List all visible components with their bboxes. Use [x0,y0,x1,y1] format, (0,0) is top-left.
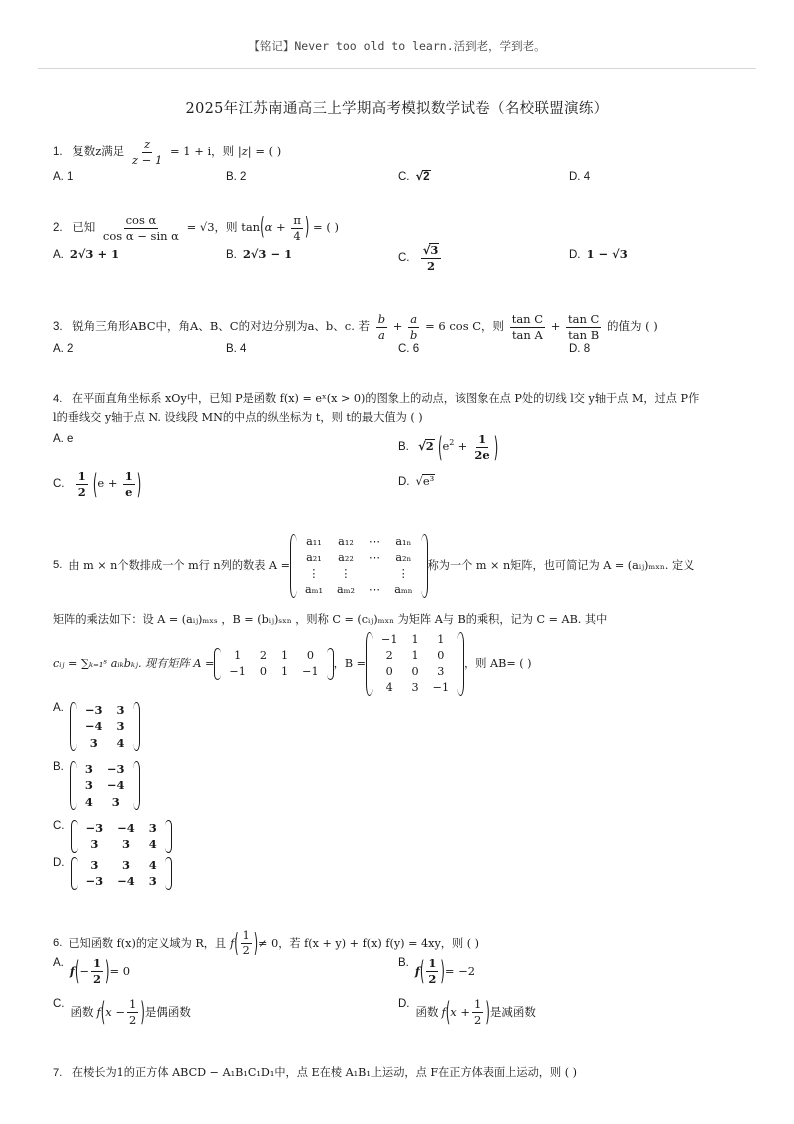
matrix-a [214,648,333,680]
matrix-b-row [374,632,456,648]
option-d [569,247,628,261]
question-number: 5. [53,559,63,572]
matrix-b-cell: 0 [411,665,419,678]
fraction: $\frac{√3}{2}$ [421,243,442,272]
math-operator: + [457,439,468,454]
fraction [91,957,103,985]
matrix-b-cell: 4 [385,681,393,694]
matrix-general-cell: a₁₂ [338,535,354,548]
option-a-matrix-cell: 4 [116,735,125,750]
option-matrix [70,761,140,810]
question-text: 复数z满足 [72,144,125,159]
question-text: 已知函数 f(x)的定义域为 R，且 [68,937,227,951]
numerator: 1 [92,956,101,970]
question-number: 2. [53,222,63,235]
option-c-matrix-cell: 3 [148,821,157,835]
matrix-a-cell: 0 [306,649,314,662]
question-text: 在棱长为1的正方体 ABCD − A₁B₁C₁D₁中，点 E在棱 A₁B₁上运动，点 F在正方体表面上运动，则 ( ) [71,1066,578,1079]
matrix-a-cell: −1 [229,665,246,678]
question-text: ≠ 0，若 f(x + y) + f(x) f(y) = 4xy，则 ( ) [258,937,479,951]
math-expression: x + [450,1005,471,1020]
matrix-general [290,534,428,598]
matrix-general-cell: ⋮ [397,567,409,580]
option-matrix [71,857,172,890]
option-b-matrix-row [78,794,132,810]
denominator: tan A [511,327,543,342]
matrix-b-row [374,680,456,696]
option-text: 是偶函数 [144,1007,191,1020]
question-4 [53,393,699,405]
option-b-matrix-cell: 3 [84,762,93,776]
math-function: f [230,937,235,951]
question-4-line-2: l的垂线交 y轴于点 N. 设线段 MN的中点的纵坐标为 t，则 t的最大值为 ( ) [53,411,423,424]
matrix-b-row [374,648,456,664]
option-a-matrix-cell: −3 [84,703,103,717]
option-letter: B. [226,249,237,261]
question-number: 1. [53,146,63,159]
fraction [472,998,483,1026]
option-d [53,857,172,890]
tan-function: tan [241,220,261,235]
question-number: 7. [53,1067,63,1079]
numerator: tan C [568,312,600,326]
question-1 [53,138,281,166]
fraction [566,313,601,341]
fraction [241,930,252,958]
question-text: = √3，则 [186,220,238,235]
matrix-b-row [374,664,456,680]
option-letter: D. [53,857,65,869]
option-a-matrix-row [78,735,132,751]
numerator: 3 [430,243,439,257]
math-expression: e [442,439,450,454]
fraction [408,313,419,341]
fraction [127,998,138,1026]
denominator: z − 1 [131,152,163,167]
question-text: = 6 cos C，则 [425,319,505,334]
option-a [53,247,119,261]
math-operator: + [550,319,561,334]
denominator: 2 [77,484,86,499]
option-d-matrix-cell: 3 [121,858,130,872]
matrix-general-cell: a₂ₙ [395,551,412,564]
question-text: ，B = [333,657,366,671]
option-letter: D. [569,249,581,261]
option-a: A. 1 [53,171,74,183]
option-c [398,243,443,272]
option-letter: B. [53,761,64,773]
option-b: B. √2 ($e^2$ + $\frac{1}{2e}$ ) [398,430,499,464]
option-a-matrix-cell: −4 [84,719,103,734]
matrix-general-cell: aₘ₂ [336,583,356,596]
option-b-matrix-cell: 3 [111,794,120,809]
question-number: 3. [53,321,63,334]
sqrt-value: 2 [425,439,434,454]
fraction [510,313,545,341]
option-a-matrix-cell: 3 [116,703,125,717]
option-a-matrix-cell: 3 [89,735,98,750]
option-c: C. 函数 f ( x − $\frac{1}{2}$ ) 是偶函数 [53,996,191,1029]
matrix-b-cell: 1 [437,633,445,646]
math-expression: = 0 [109,964,131,979]
matrix-general-cell: a₁ₙ [395,535,412,548]
option-d: D. 4 [569,171,591,183]
numerator: 1 [241,930,252,944]
option-d-matrix-row [79,873,164,889]
option-c-matrix-cell: −4 [117,821,135,835]
option-c-matrix-row [79,820,164,836]
option-text: 是减函数 [489,1007,536,1020]
option-d-matrix-cell: 4 [148,858,157,872]
option-a [53,702,140,751]
option-value: 2√3 + 1 [69,247,120,261]
option-b-matrix-row [78,777,132,793]
denominator: 2 [242,944,250,958]
option-c-matrix-cell: 3 [90,837,99,852]
matrix-general-cell: ⋯ [369,551,381,564]
math-function: f [441,1005,446,1020]
page-header: 【铭记】Never too old to learn.活到老，学到老。 [248,39,546,53]
matrix-b-cell: 2 [385,649,393,662]
matrix-general-cell: ⋮ [340,567,352,580]
option-a: A. 2 [53,343,74,355]
option-d-matrix-cell: 3 [90,858,99,872]
numerator: 1 [428,956,437,970]
option-b-matrix-cell: 3 [84,778,93,793]
question-text: = ( ) [255,144,282,159]
fraction [123,470,135,498]
fraction [76,470,88,498]
question-3 [53,313,658,341]
matrix-general-row [298,566,420,582]
option-b: B. 2 [226,171,247,183]
math-expression: α + [264,220,286,235]
question-text: 已知 [72,220,96,235]
denominator: e [125,484,133,499]
question-text: 在平面直角坐标系 xOy中，已知 P是函数 f(x) = eˣ(x > 0)的图象上的动点，该图象在点 P处的切线 l交 y轴于点 M，过点 P作 [71,392,700,405]
option-a: A. e [53,433,74,445]
math-expression: x − [105,1005,126,1020]
math-function: f [69,964,75,979]
fraction [130,138,164,166]
matrix-general-cell: a₂₁ [306,551,322,564]
denominator: cos α − sin α [102,228,179,243]
question-text: = ( ) [313,220,339,235]
matrix-b-cell: 1 [411,633,419,646]
denominator: 2 [474,1012,482,1027]
matrix-b-cell: 0 [385,665,393,678]
option-a-matrix-row [78,718,132,734]
option-d: D. 函数 f ( x + $\frac{1}{2}$ ) 是减函数 [398,996,536,1029]
matrix-a-row [222,648,325,664]
option-b [226,247,292,261]
option-b-matrix-row [78,761,132,777]
option-letter: C. [398,251,410,264]
matrix-b-cell: −1 [380,633,398,646]
option-c [53,820,172,853]
question-5-line-2: 矩阵的乘法如下：设 A = (aᵢⱼ)ₘₓₛ ，B = (bᵢⱼ)ₛₓₙ ，则称 C = (cᵢⱼ)ₘₓₙ 为矩阵 A与 B的乘积，记为 C = AB. 其中 [53,613,608,626]
option-letter: B. [398,957,409,969]
matrix-general-cell: a₁₁ [306,535,322,548]
sqrt-value: e³ [422,474,435,488]
question-2: 2. 已知 $\frac{\text{cos α}}{\text{cos α − sin α}}$ = √3，则 tan(α + $\frac{\pi}{4}$ ) = ( ) [53,211,339,243]
numerator: tan C [511,312,544,326]
denominator: 2 [92,971,101,986]
question-text: 锐角三角形ABC中，角A、B、C的对边分别为a、b、c. 若 [72,319,371,334]
numerator: cos α [125,213,157,227]
matrix-general-row [298,550,420,566]
fraction [426,957,438,985]
denominator: tan B [568,327,600,342]
option-b-matrix-cell: −3 [106,762,125,776]
question-text: 的值为 ( ) [607,319,658,334]
matrix-b-cell: 1 [411,649,419,662]
question-number: 4. [53,393,63,405]
question-6: 6. 已知函数 f(x)的定义域为 R，且 f ( $\frac{1}{2}$ ) ≠ 0，若 f(x + y) + f(x) f(y) = 4xy，则 ( ) [53,928,479,959]
option-letter: C. [53,998,65,1010]
option-b: B. 4 [226,343,247,355]
option-a: A. f ( − $\frac{1}{2}$ ) = 0 [53,955,131,988]
option-d-matrix-cell: −3 [85,874,104,889]
question-5-line-3 [53,632,532,696]
matrix-general-row [298,582,420,598]
denominator: b [410,327,418,342]
option-letter: A. [53,957,64,969]
matrix-b-cell: 0 [437,649,445,662]
option-b-matrix-cell: −4 [106,778,125,793]
matrix-a-cell: −1 [302,665,319,678]
matrix-b-cell: 3 [437,665,445,678]
denominator: 2e [474,447,490,462]
option-matrix [71,820,172,853]
option-c-matrix-cell: 4 [148,837,157,852]
math-function: f [96,1005,101,1020]
option-c-matrix-cell: 3 [121,837,130,852]
matrix-a-cell: 1 [234,649,242,662]
option-letter: A. [53,702,64,714]
matrix-b-cell: 3 [411,681,419,694]
numerator: 1 [474,997,482,1011]
numerator: π [293,213,301,227]
matrix-a-row [222,664,325,680]
question-7 [53,1067,577,1079]
option-letter: A. [53,249,64,261]
option-value: 1 − √3 [586,247,628,261]
math-operator: − [79,964,89,979]
denominator: 2 [129,1012,137,1027]
option-value: 2 [423,171,430,183]
fraction [472,433,491,461]
fraction [376,313,387,341]
question-text: ，则 AB= ( ) [464,657,532,671]
denominator: a [377,327,385,342]
option-c: C. 6 [398,343,420,355]
numerator: 1 [478,432,487,446]
option-letter: C. [53,478,65,491]
question-number: 6. [53,937,63,950]
header-divider [38,68,756,69]
matrix-general-cell: aₘₙ [394,583,413,596]
matrix-a-cell: 1 [281,665,289,678]
option-b [53,761,140,810]
matrix-b [366,632,464,696]
option-value: 2√3 − 1 [242,247,293,261]
option-c: C. √2 [398,169,430,183]
question-text: cᵢⱼ = ∑ₖ₌₁ˢ aᵢₖbₖⱼ. 现有矩阵 A = [53,657,215,671]
matrix-a-cell: 1 [281,649,289,662]
question-text: = 1 + i，则 [169,144,235,159]
option-matrix [70,702,140,751]
option-c-matrix-row [79,836,164,852]
option-a-matrix-row [78,702,132,718]
option-d: D. 8 [569,343,591,355]
option-letter: C. [398,171,410,183]
option-c: C. $\frac{1}{2}$ (e + $\frac{1}{e}$ ) [53,467,142,501]
option-text: 函数 [415,1007,439,1020]
math-expression: e + [97,476,118,491]
denominator: 2 [427,258,436,273]
matrix-general-cell: ⋯ [369,535,381,548]
matrix-general-row [298,534,420,550]
matrix-general-cell: ⋮ [308,567,320,580]
option-letter: D. [398,998,410,1010]
matrix-b-cell: −1 [432,681,450,694]
option-letter: B. [398,441,409,454]
option-d: D. √e³ [398,474,435,488]
question-5 [53,534,694,598]
math-expression: = −2 [444,964,476,979]
option-b: B. f ( $\frac{1}{2}$ ) = −2 [398,955,476,988]
matrix-general-cell: aₘ₁ [304,583,323,596]
question-text: 由 m × n个数排成一个 m行 n列的数表 A = [68,559,290,573]
option-a-matrix-cell: 3 [116,719,125,734]
matrix-general-cell: ⋯ [369,583,381,596]
matrix-a-cell: 2 [259,649,267,662]
option-b-matrix-cell: 4 [84,794,93,809]
numerator: b [377,312,386,326]
option-d-matrix-row [79,857,164,873]
numerator: 1 [77,469,86,483]
math-function: f [414,964,420,979]
option-c-matrix-cell: −3 [85,821,104,835]
matrix-general-cell: a₂₂ [338,551,354,564]
denominator: 2 [428,971,437,986]
matrix-general-cell [362,566,387,582]
fraction [101,214,181,242]
option-letter: D. [398,476,410,488]
denominator: 4 [293,228,301,243]
exam-title: 2025年江苏南通高三上学期高考模拟数学试卷（名校联盟演练） [185,101,609,117]
fraction [291,214,303,242]
option-text: 函数 [70,1007,94,1020]
option-d-matrix-cell: −4 [117,874,135,889]
numerator: 1 [129,997,137,1011]
numerator: z [144,137,151,151]
math-operator: + [392,319,403,334]
numerator: 1 [124,469,133,483]
matrix-a-cell: 0 [259,665,267,678]
numerator: a [410,312,418,326]
math-abs: |z| [237,144,252,159]
option-d-matrix-cell: 3 [148,874,157,889]
option-letter: C. [53,820,65,832]
question-text: 称为一个 m × n矩阵，也可简记为 A = (aᵢⱼ)ₘₓₙ. 定义 [427,559,695,573]
